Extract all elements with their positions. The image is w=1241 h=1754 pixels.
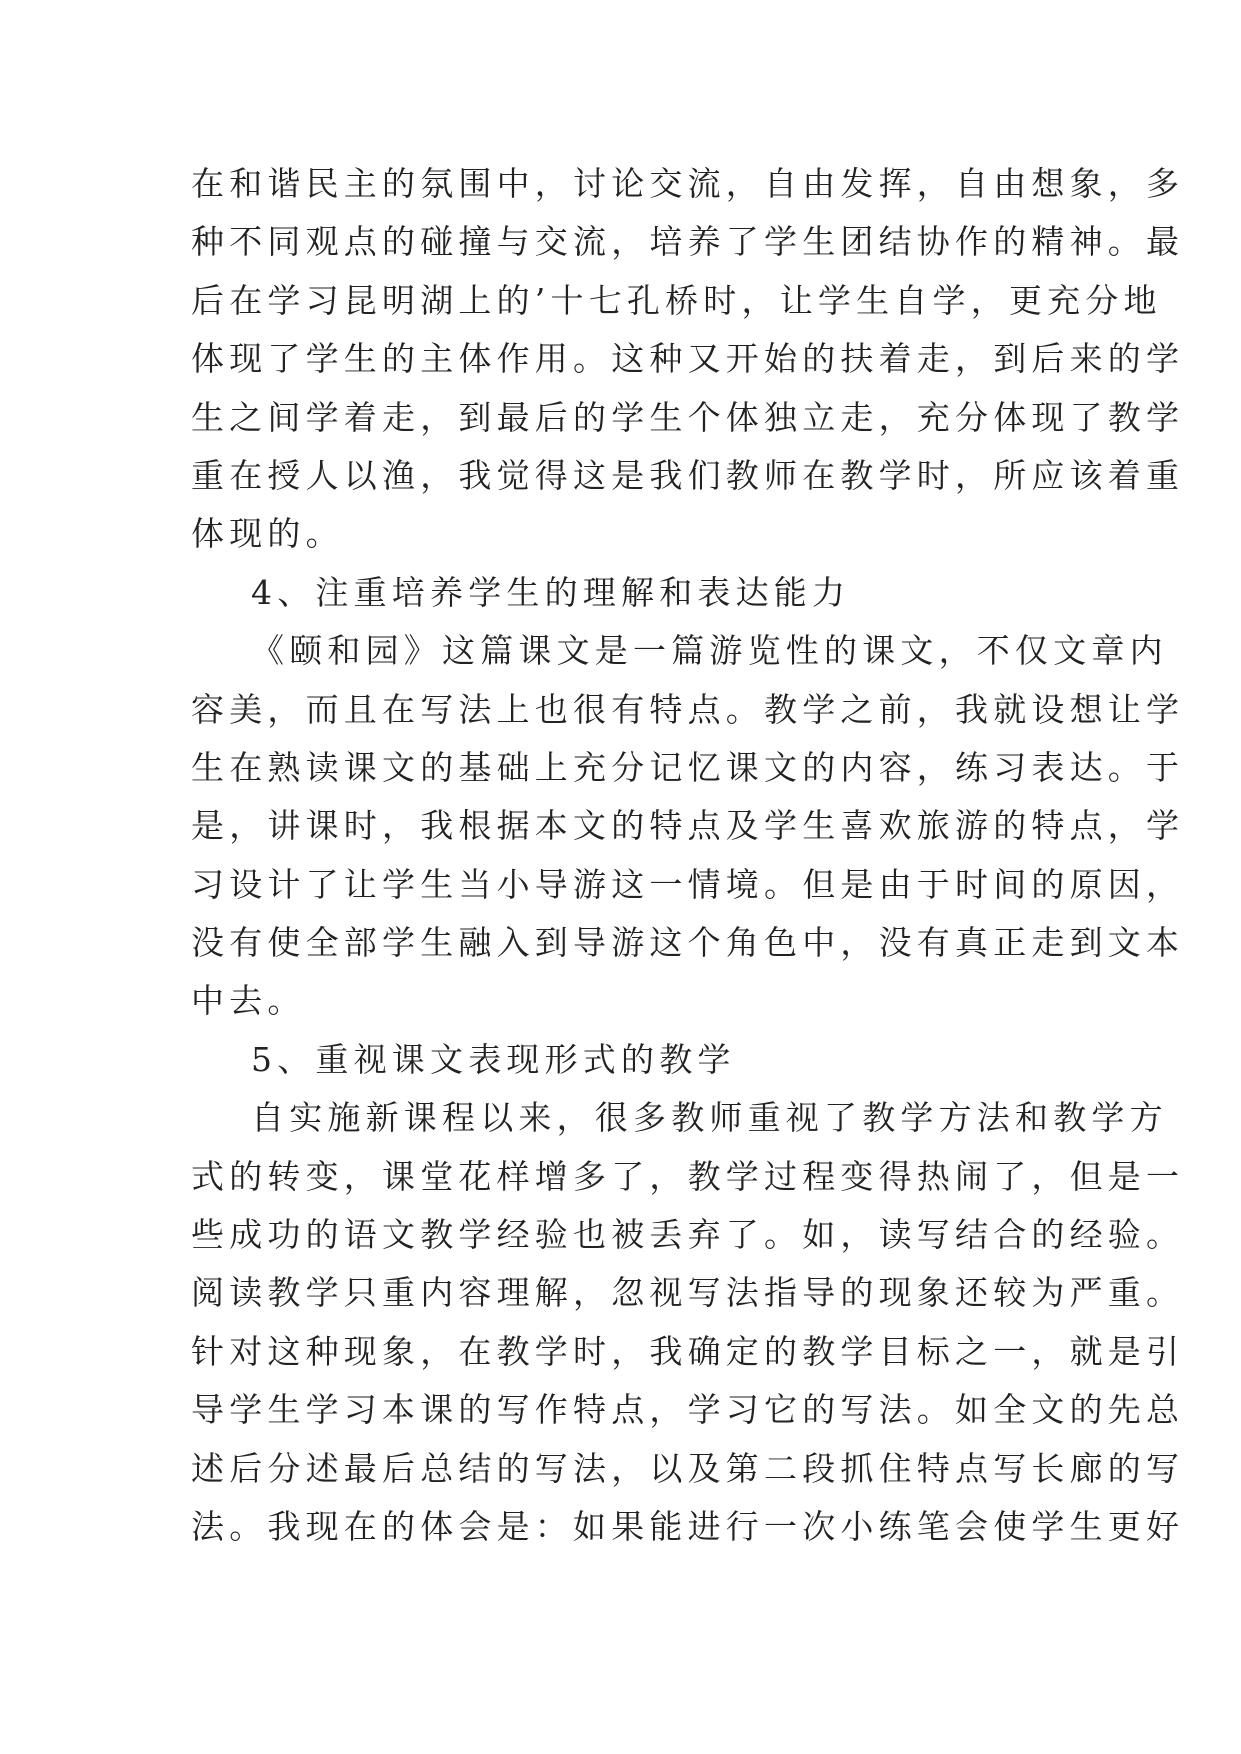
paragraph-line: 导学生学习本课的写作特点，学习它的写法。如全文的先总 [191, 1390, 1185, 1430]
paragraph-line: 些成功的语文教学经验也被丢弃了。如，读写结合的经验。 [191, 1215, 1185, 1255]
paragraph-line: 种不同观点的碰撞与交流，培养了学生团结协作的精神。最 [191, 222, 1185, 262]
paragraph-line: 习设计了让学生当小导游这一情境。但是由于时间的原因， [191, 864, 1185, 904]
paragraph-line: 针对这种现象，在教学时，我确定的教学目标之一，就是引 [191, 1331, 1185, 1371]
paragraph-line: 中去。 [191, 981, 306, 1021]
section-heading: 4、注重培养学生的理解和表达能力 [251, 572, 851, 612]
paragraph-line: 阅读教学只重内容理解，忽视写法指导的现象还较为严重。 [191, 1273, 1185, 1313]
paragraph-line: 述后分述最后总结的写法，以及第二段抓住特点写长廊的写 [191, 1448, 1185, 1488]
paragraph-line: 体现了学生的主体作用。这种又开始的扶着走，到后来的学 [191, 339, 1185, 379]
paragraph-line: 自实施新课程以来，很多教师重视了教学方法和教学方 [251, 1098, 1168, 1138]
paragraph-line: 式的转变，课堂花样增多了，教学过程变得热闹了，但是一 [191, 1156, 1185, 1196]
paragraph-line: 是，讲课时，我根据本文的特点及学生喜欢旅游的特点，学 [191, 806, 1185, 846]
paragraph-line: 在和谐民主的氛围中，讨论交流，自由发挥，自由想象，多 [191, 164, 1185, 203]
paragraph-line: 没有使全部学生融入到导游这个角色中，没有真正走到文本 [191, 923, 1185, 963]
paragraph-line: 后在学习昆明湖上的’十七孔桥时，让学生自学，更充分地 [191, 280, 1162, 320]
paragraph-line: 体现的。 [191, 514, 344, 554]
paragraph-line: 法。我现在的体会是：如果能进行一次小练笔会使学生更好 [191, 1506, 1185, 1546]
paragraph-line: 《颐和园》这篇课文是一篇游览性的课文，不仅文章内 [251, 631, 1168, 671]
paragraph-line: 生之间学着走，到最后的学生个体独立走，充分体现了教学 [191, 397, 1185, 437]
paragraph-line: 容美，而且在写法上也很有特点。教学之前，我就设想让学 [191, 689, 1185, 729]
paragraph-line: 生在熟读课文的基础上充分记忆课文的内容，练习表达。于 [191, 747, 1185, 787]
body-text [191, 155, 1185, 1556]
section-heading: 5、重视课文表现形式的教学 [251, 1039, 736, 1079]
paragraph-line: 重在授人以渔，我觉得这是我们教师在教学时，所应该着重 [191, 455, 1185, 495]
